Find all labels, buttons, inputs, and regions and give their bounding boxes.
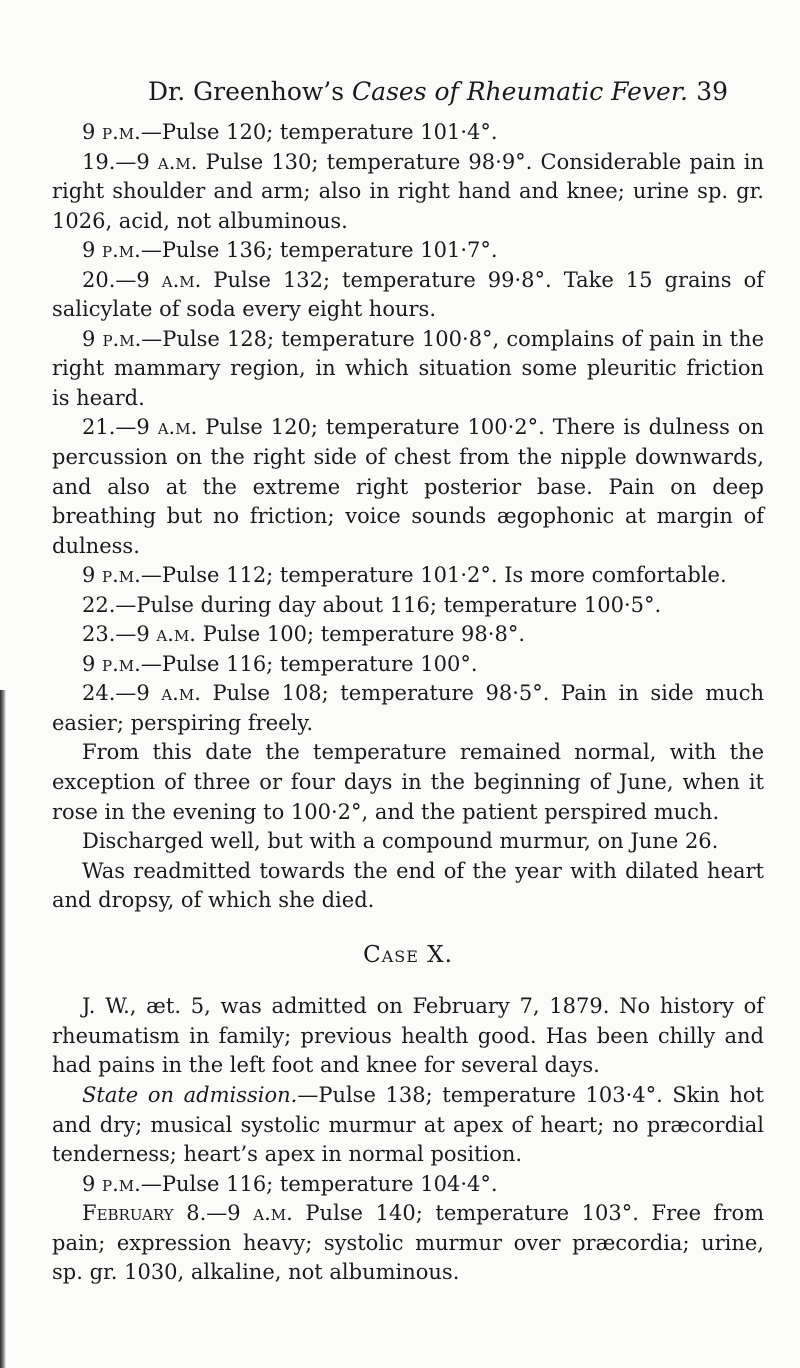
entry xyxy=(52,1199,764,1288)
entry-time: 24.—9 a.m. xyxy=(82,681,201,706)
entry-text: —Pulse 116; temperature 104·4°. xyxy=(140,1171,498,1196)
entry xyxy=(52,325,764,414)
paragraph: From this date the temperature remained normal, with the exception of three or four days in the beginning of June, when it rose in the evening to 100·2°, and the patient perspired much. xyxy=(52,740,764,824)
running-head xyxy=(148,76,728,108)
entry xyxy=(52,118,764,148)
case-heading: Case X. xyxy=(363,941,453,968)
page-binding-shadow xyxy=(0,690,6,1368)
entry xyxy=(52,650,764,680)
entry xyxy=(52,561,764,591)
entry-time: 19.—9 a.m. xyxy=(82,149,198,174)
entry-text: Pulse 120; temperature 100·2°. There is dulness on percussion on the right side of chest from the nipple downwards, and also at the extreme right posterior base. Pain on deep breathing but no friction; voice sounds ægophonic at margin of dulness. xyxy=(52,415,764,558)
entry xyxy=(52,1170,764,1200)
entry-time: 9 p.m. xyxy=(82,651,141,676)
entry xyxy=(52,620,764,650)
body-text xyxy=(52,118,764,1288)
entry-time: 9 p.m. xyxy=(82,326,142,351)
entry-text: Pulse 100; temperature 98·8°. xyxy=(195,622,525,647)
entry-text: Pulse 132; temperature 99·8°. Take 15 grains of salicylate of soda every eight hours. xyxy=(52,267,764,322)
entry-text: —Pulse 128; temperature 100·8°, complains of pain in the right mammary region, in which situation some pleuritic friction is heard. xyxy=(52,326,764,410)
entry-text: —Pulse 136; temperature 101·7°. xyxy=(140,238,498,263)
entry-time: 9 p.m. xyxy=(82,238,141,263)
page-number: 39 xyxy=(696,77,728,106)
running-head-author: Dr. Greenhow’s xyxy=(148,77,345,106)
paragraph: Was readmitted towards the end of the year with dilated heart and dropsy, of which she died. xyxy=(52,858,764,913)
entry-text: —Pulse 112; temperature 101·2°. Is more comfortable. xyxy=(140,563,727,588)
entry xyxy=(52,148,764,237)
entry-time: February 8.—9 a.m. xyxy=(82,1201,293,1226)
admission-label: State on admission. xyxy=(82,1082,298,1107)
entry-text: —Pulse 120; temperature 101·4°. xyxy=(140,120,498,144)
admission-text: —Pulse 138; temperature 103·4°. Skin hot and dry; musical systolic murmur at apex of heart; no præcordial tenderness; heart’s apex in normal position. xyxy=(52,1082,764,1167)
entry-time: 9 p.m. xyxy=(82,120,141,144)
entry-text: Pulse 108; temperature 98·5°. Pain in side much easier; perspiring freely. xyxy=(52,681,764,735)
paragraph: Discharged well, but with a compound murmur, on June 26. xyxy=(82,829,719,854)
entry-time: 9 p.m. xyxy=(82,1171,141,1196)
entry-text: Pulse 130; temperature 98·9°. Considerable pain in right shoulder and arm; also in right hand and knee; urine sp. gr. 1026, acid, not albuminous. xyxy=(52,149,764,233)
entry-time: 20.—9 a.m. xyxy=(82,267,202,292)
entry xyxy=(52,236,764,266)
entry-text: —Pulse 116; temperature 100°. xyxy=(140,651,478,676)
entry-time: 9 p.m. xyxy=(82,563,141,588)
entry-time: 23.—9 a.m. xyxy=(82,622,196,647)
entry xyxy=(52,413,764,561)
entry xyxy=(52,591,764,621)
entry-text: 22.—Pulse during day about 116; temperature 100·5°. xyxy=(82,592,662,617)
running-head-title: Cases of Rheumatic Fever. xyxy=(352,77,688,106)
entry xyxy=(52,679,764,738)
entry-text: Pulse 140; temperature 103°. Free from pain; expression heavy; systolic murmur over præcordia; urine, sp. gr. 1030, alkaline, not albuminous. xyxy=(52,1201,765,1285)
entry xyxy=(52,266,764,325)
admission-state xyxy=(52,1081,764,1170)
case-intro: J. W., æt. 5, was admitted on February 7, 1879. No history of rheumatism in family; previous health good. Has been chilly and had pains in the left foot and knee for several days. xyxy=(52,994,764,1078)
entry-time: 21.—9 a.m. xyxy=(82,415,198,440)
